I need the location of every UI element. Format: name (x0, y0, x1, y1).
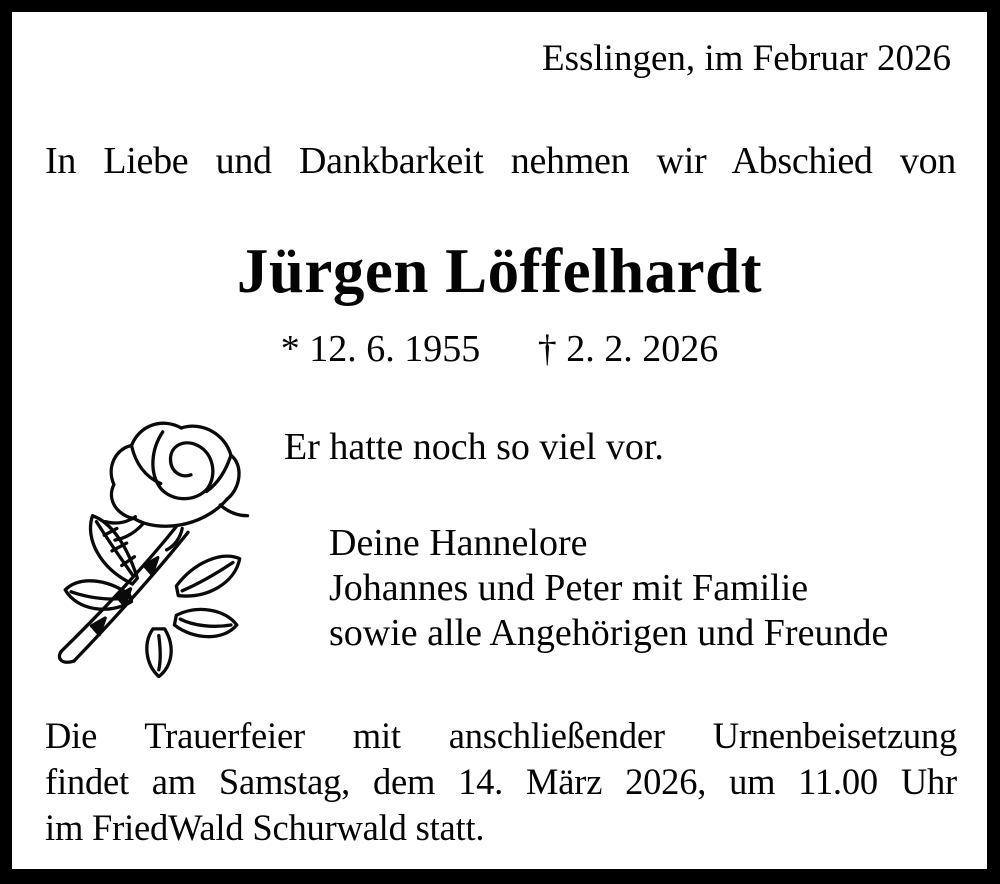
funeral-details (45, 713, 957, 851)
deceased-name: Jürgen Löffelhardt (236, 236, 763, 306)
mourner-line: Deine Hannelore (329, 522, 588, 564)
mourners-block (329, 521, 888, 656)
intro-line: In Liebe und Dankbarkeit nehmen wir Abschied von (45, 140, 956, 182)
death-date: † 2. 2. 2026 (537, 328, 719, 370)
funeral-line: im FriedWald Schurwald statt. (45, 807, 485, 848)
birth-date: * 12. 6. 1955 (280, 328, 481, 370)
obituary-notice (12, 12, 987, 869)
mourner-line: sowie alle Angehörigen und Freunde (329, 612, 889, 654)
funeral-line: findet am Samstag, dem 14. März 2026, um 11.00 Uhr (45, 761, 957, 802)
mourner-line: Johannes und Peter mit Familie (329, 567, 809, 609)
dateline: Esslingen, im Februar 2026 (541, 38, 951, 79)
rose-icon (34, 412, 268, 678)
motto-line: Er hatte noch so viel vor. (284, 426, 664, 468)
funeral-line: Die Trauerfeier mit anschließender Urnenbeisetzung (45, 715, 957, 756)
life-dates (12, 328, 987, 371)
